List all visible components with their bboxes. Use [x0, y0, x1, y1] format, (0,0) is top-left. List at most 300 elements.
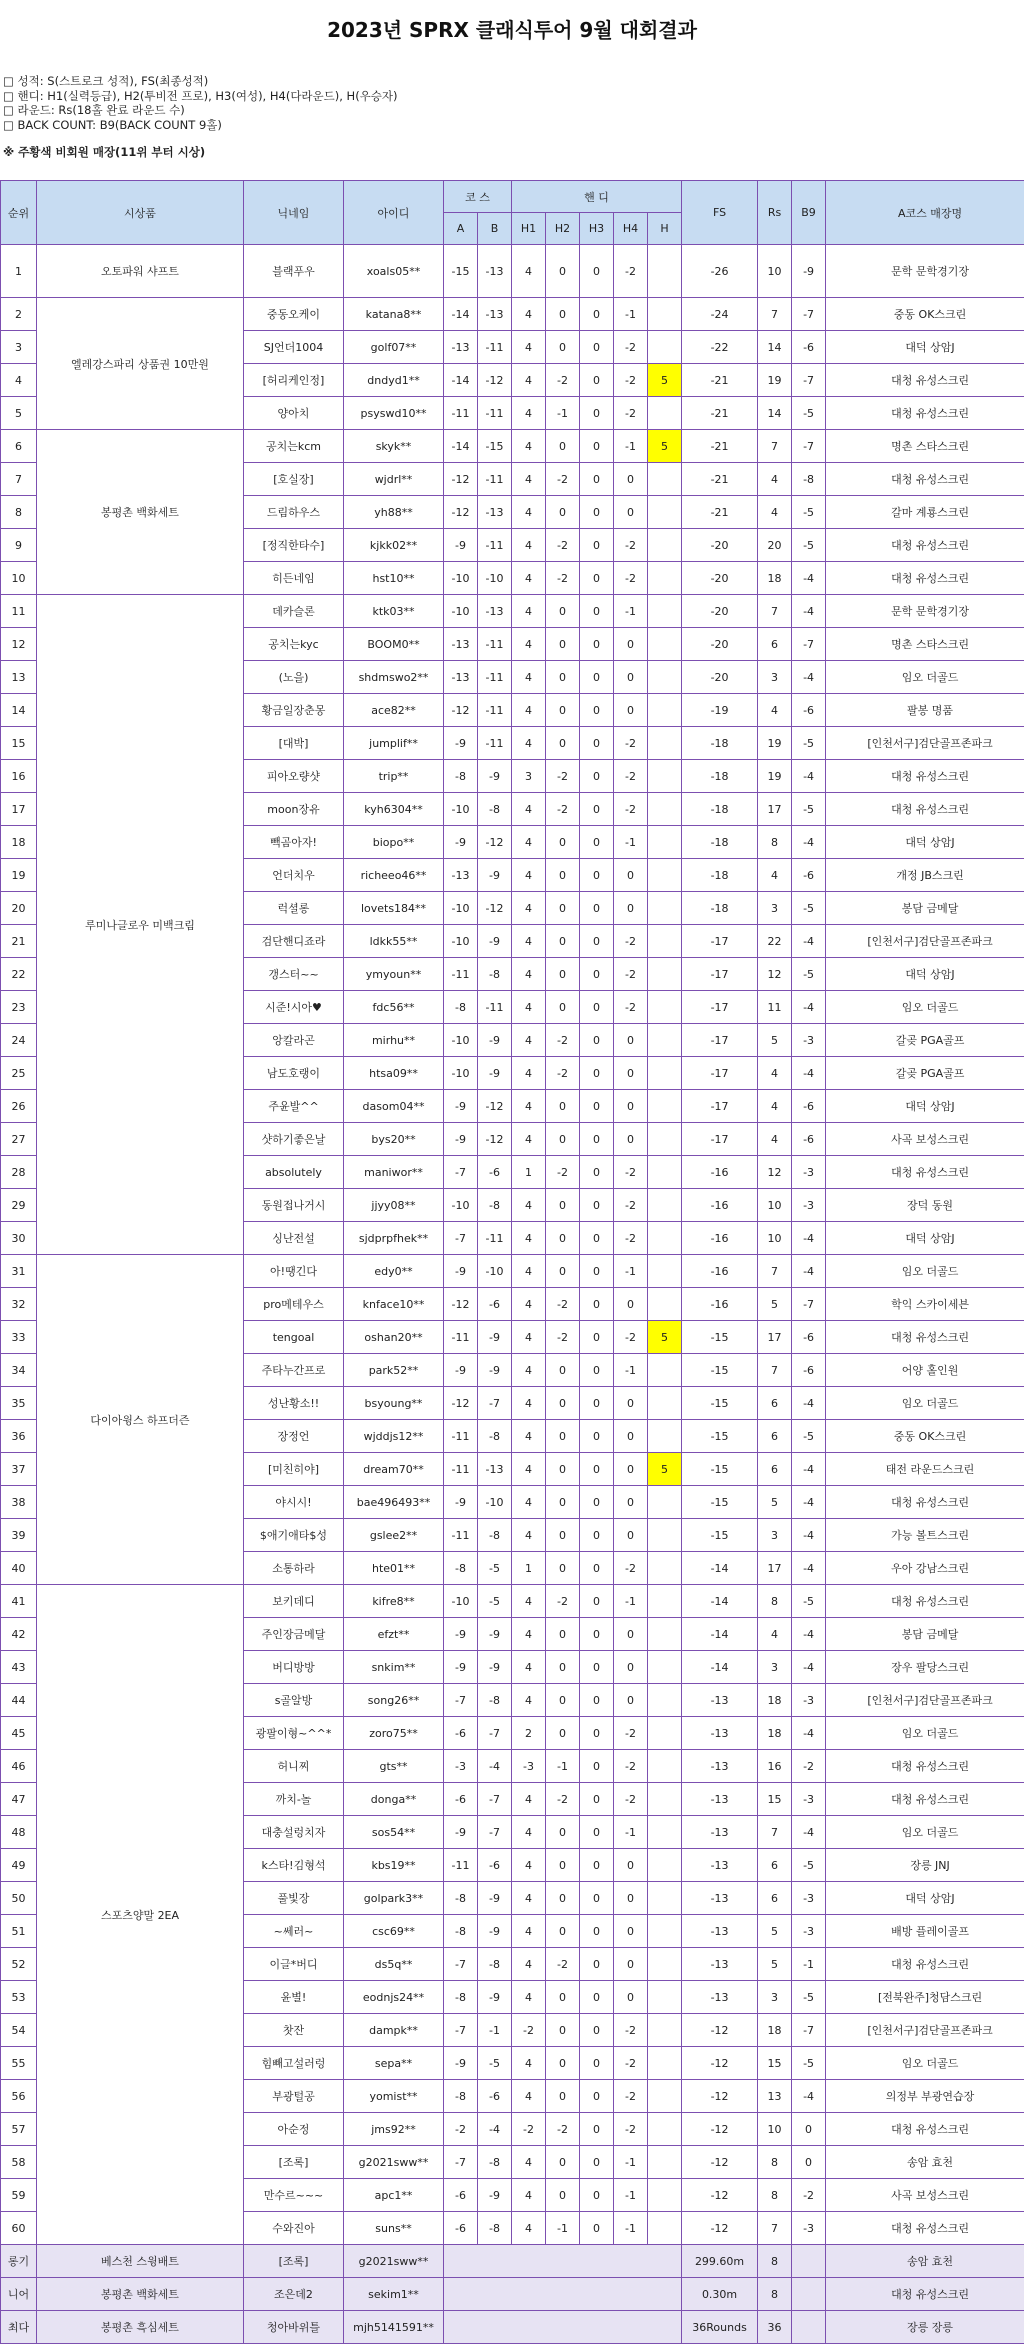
cell-fs: -13 [682, 1948, 758, 1981]
cell-store: [인천서구]검단골프존파크 [826, 727, 1024, 760]
cell-h [648, 1618, 682, 1651]
cell-id: ace82** [344, 694, 444, 727]
header-handi: 핸 디 [512, 181, 682, 213]
cell-b: -12 [478, 826, 512, 859]
cell-h3: 0 [580, 2146, 614, 2179]
cell-fs: -18 [682, 760, 758, 793]
cell-b9: -6 [792, 859, 826, 892]
cell-fs: -15 [682, 1321, 758, 1354]
cell-h2: 0 [546, 892, 580, 925]
cell-rank: 40 [1, 1552, 37, 1585]
cell-h4: -1 [614, 2179, 648, 2212]
cell-store: 의정부 부광연습장 [826, 2080, 1024, 2113]
cell-id: csc69** [344, 1915, 444, 1948]
cell-store: 문학 문학경기장 [826, 595, 1024, 628]
cell-a: -9 [444, 1255, 478, 1288]
cell-a: -11 [444, 958, 478, 991]
cell-store: 장우 팔당스크린 [826, 1651, 1024, 1684]
cell-h2: 0 [546, 1090, 580, 1123]
cell-rs: 6 [758, 1387, 792, 1420]
cell-b: -4 [478, 2113, 512, 2146]
cell-b9: -6 [792, 1090, 826, 1123]
cell-h3: 0 [580, 430, 614, 463]
cell-h4: -2 [614, 991, 648, 1024]
special-fs: 0.30m [682, 2278, 758, 2311]
cell-fs: -15 [682, 1519, 758, 1552]
cell-rs: 17 [758, 1552, 792, 1585]
cell-h2: 0 [546, 1123, 580, 1156]
cell-rank: 1 [1, 245, 37, 298]
cell-rank: 53 [1, 1981, 37, 2014]
cell-a: -6 [444, 1717, 478, 1750]
cell-b9: -4 [792, 1519, 826, 1552]
cell-id: zoro75** [344, 1717, 444, 1750]
cell-a: -6 [444, 1783, 478, 1816]
cell-a: -14 [444, 298, 478, 331]
cell-id: ds5q** [344, 1948, 444, 1981]
cell-h [648, 245, 682, 298]
cell-rank: 26 [1, 1090, 37, 1123]
cell-b: -9 [478, 859, 512, 892]
cell-id: jjyy08** [344, 1189, 444, 1222]
cell-h2: 0 [546, 331, 580, 364]
cell-h1: 4 [512, 1189, 546, 1222]
cell-h2: -2 [546, 2113, 580, 2146]
cell-h3: 0 [580, 1024, 614, 1057]
special-empty [792, 2245, 826, 2278]
cell-a: -8 [444, 1981, 478, 2014]
cell-b: -8 [478, 1189, 512, 1222]
cell-store: 장덕 동원 [826, 1189, 1024, 1222]
cell-h [648, 628, 682, 661]
header-nickname: 닉네임 [244, 181, 344, 245]
header-b9: B9 [792, 181, 826, 245]
cell-id: trip** [344, 760, 444, 793]
cell-rank: 41 [1, 1585, 37, 1618]
cell-nick: (노을) [244, 661, 344, 694]
cell-fs: -15 [682, 1486, 758, 1519]
cell-fs: -12 [682, 2014, 758, 2047]
cell-h4: 0 [614, 1420, 648, 1453]
cell-id: BOOM0** [344, 628, 444, 661]
cell-b: -11 [478, 397, 512, 430]
cell-nick: 빽곰아자! [244, 826, 344, 859]
special-rs: 36 [758, 2311, 792, 2344]
special-id: mjh5141591** [344, 2311, 444, 2344]
cell-h3: 0 [580, 529, 614, 562]
cell-fs: -17 [682, 1024, 758, 1057]
cell-store: [인천서구]검단골프존파크 [826, 925, 1024, 958]
cell-fs: -18 [682, 727, 758, 760]
cell-h4: -2 [614, 1750, 648, 1783]
cell-h4: 0 [614, 1882, 648, 1915]
cell-nick: 샷하기좋은날 [244, 1123, 344, 1156]
cell-b9: -5 [792, 958, 826, 991]
cell-rs: 3 [758, 661, 792, 694]
cell-b: -8 [478, 793, 512, 826]
cell-id: yomist** [344, 2080, 444, 2113]
cell-h [648, 562, 682, 595]
cell-rs: 8 [758, 826, 792, 859]
cell-rs: 4 [758, 859, 792, 892]
cell-b: -11 [478, 529, 512, 562]
cell-b: -9 [478, 1651, 512, 1684]
cell-h4: -1 [614, 595, 648, 628]
cell-h [648, 694, 682, 727]
cell-a: -8 [444, 760, 478, 793]
cell-id: golf07** [344, 331, 444, 364]
cell-rs: 10 [758, 245, 792, 298]
cell-h4: -1 [614, 1816, 648, 1849]
cell-id: kbs19** [344, 1849, 444, 1882]
cell-store: 대덕 상암J [826, 331, 1024, 364]
cell-rank: 34 [1, 1354, 37, 1387]
cell-b9: -7 [792, 430, 826, 463]
cell-h3: 0 [580, 2179, 614, 2212]
table-row [1, 1585, 1024, 1618]
cell-id: bsyoung** [344, 1387, 444, 1420]
cell-h2: -2 [546, 1156, 580, 1189]
cell-rank: 21 [1, 925, 37, 958]
cell-b9: -5 [792, 529, 826, 562]
cell-h [648, 1585, 682, 1618]
cell-store: 봉담 금메달 [826, 1618, 1024, 1651]
cell-rank: 16 [1, 760, 37, 793]
cell-a: -11 [444, 1321, 478, 1354]
cell-h [648, 397, 682, 430]
cell-nick: 장정언 [244, 1420, 344, 1453]
cell-store: 가능 볼트스크린 [826, 1519, 1024, 1552]
cell-store: 우아 강남스크린 [826, 1552, 1024, 1585]
cell-h1: 4 [512, 1981, 546, 2014]
cell-h1: 4 [512, 1057, 546, 1090]
cell-h3: 0 [580, 2047, 614, 2080]
cell-h3: 0 [580, 298, 614, 331]
cell-nick: 야시시! [244, 1486, 344, 1519]
cell-h3: 0 [580, 496, 614, 529]
cell-b9: -5 [792, 727, 826, 760]
cell-id: donga** [344, 1783, 444, 1816]
cell-h4: 0 [614, 1090, 648, 1123]
cell-fs: -13 [682, 1981, 758, 2014]
cell-h [648, 958, 682, 991]
cell-rank: 51 [1, 1915, 37, 1948]
cell-h3: 0 [580, 1387, 614, 1420]
cell-h1: 4 [512, 1387, 546, 1420]
cell-fs: -14 [682, 1618, 758, 1651]
cell-nick: 버디방방 [244, 1651, 344, 1684]
cell-h1: 3 [512, 760, 546, 793]
cell-b: -11 [478, 463, 512, 496]
cell-h3: 0 [580, 694, 614, 727]
cell-fs: -13 [682, 1816, 758, 1849]
cell-id: xoals05** [344, 245, 444, 298]
cell-h4: 0 [614, 694, 648, 727]
cell-h2: 0 [546, 727, 580, 760]
cell-fs: -24 [682, 298, 758, 331]
cell-id: suns** [344, 2212, 444, 2245]
cell-b9: -1 [792, 1948, 826, 1981]
cell-h3: 0 [580, 1651, 614, 1684]
cell-h [648, 1816, 682, 1849]
cell-h [648, 1915, 682, 1948]
cell-h3: 0 [580, 892, 614, 925]
cell-b9: -2 [792, 2179, 826, 2212]
cell-h [648, 1519, 682, 1552]
cell-h4: -2 [614, 760, 648, 793]
table-row [1, 245, 1024, 298]
cell-h2: 0 [546, 925, 580, 958]
cell-b9: -5 [792, 2047, 826, 2080]
cell-rs: 4 [758, 1618, 792, 1651]
cell-id: biopo** [344, 826, 444, 859]
cell-b: -7 [478, 1387, 512, 1420]
cell-h1: -2 [512, 2113, 546, 2146]
cell-h2: 0 [546, 1255, 580, 1288]
cell-h2: 0 [546, 2080, 580, 2113]
cell-h [648, 1420, 682, 1453]
cell-h2: 0 [546, 1189, 580, 1222]
cell-id: edy0** [344, 1255, 444, 1288]
cell-h2: 0 [546, 2047, 580, 2080]
cell-store: 학익 스카이세븐 [826, 1288, 1024, 1321]
cell-h1: 2 [512, 1717, 546, 1750]
cell-h4: -1 [614, 1255, 648, 1288]
cell-store: 문학 문학경기장 [826, 245, 1024, 298]
cell-store: 배방 플레이골프 [826, 1915, 1024, 1948]
cell-h4: 0 [614, 1915, 648, 1948]
cell-h4: 0 [614, 1948, 648, 1981]
cell-b9: -4 [792, 595, 826, 628]
cell-b9: -8 [792, 463, 826, 496]
cell-h4: -2 [614, 925, 648, 958]
cell-nick: 찻잔 [244, 2014, 344, 2047]
cell-rank: 44 [1, 1684, 37, 1717]
header-fs: FS [682, 181, 758, 245]
cell-h1: 4 [512, 661, 546, 694]
cell-b9: -7 [792, 2014, 826, 2047]
cell-store: 임오 더골드 [826, 1717, 1024, 1750]
cell-a: -7 [444, 1948, 478, 1981]
cell-h4: -2 [614, 331, 648, 364]
cell-h3: 0 [580, 1684, 614, 1717]
cell-a: -9 [444, 1354, 478, 1387]
cell-h4: -2 [614, 1552, 648, 1585]
cell-nick: [호실장] [244, 463, 344, 496]
cell-a: -8 [444, 991, 478, 1024]
cell-rs: 10 [758, 1222, 792, 1255]
cell-b: -7 [478, 1816, 512, 1849]
cell-a: -8 [444, 1552, 478, 1585]
cell-fs: -18 [682, 826, 758, 859]
table-row [1, 430, 1024, 463]
cell-h [648, 1255, 682, 1288]
cell-a: -8 [444, 2080, 478, 2113]
cell-nick: s골알방 [244, 1684, 344, 1717]
cell-h4: -2 [614, 529, 648, 562]
cell-a: -6 [444, 2179, 478, 2212]
cell-fs: -14 [682, 1651, 758, 1684]
cell-h [648, 1189, 682, 1222]
cell-rs: 18 [758, 1717, 792, 1750]
cell-rs: 5 [758, 1486, 792, 1519]
cell-h2: 0 [546, 991, 580, 1024]
cell-store: 대청 유성스크린 [826, 1321, 1024, 1354]
cell-store: [인천서구]검단골프존파크 [826, 2014, 1024, 2047]
cell-h3: 0 [580, 562, 614, 595]
cell-h3: 0 [580, 991, 614, 1024]
cell-h4: 0 [614, 892, 648, 925]
cell-a: -11 [444, 1453, 478, 1486]
cell-id: apc1** [344, 2179, 444, 2212]
cell-b: -8 [478, 958, 512, 991]
cell-id: wjddjs12** [344, 1420, 444, 1453]
cell-a: -14 [444, 364, 478, 397]
cell-id: ktk03** [344, 595, 444, 628]
cell-id: richeeo46** [344, 859, 444, 892]
cell-b: -9 [478, 1354, 512, 1387]
special-empty [792, 2278, 826, 2311]
cell-nick: 대충설렁치자 [244, 1816, 344, 1849]
cell-h: 5 [648, 364, 682, 397]
cell-nick: 언더치우 [244, 859, 344, 892]
cell-h3: 0 [580, 1552, 614, 1585]
cell-a: -9 [444, 1816, 478, 1849]
cell-store: 봉담 금메달 [826, 892, 1024, 925]
cell-b9: -7 [792, 298, 826, 331]
cell-store: 팔봉 명품 [826, 694, 1024, 727]
cell-rank: 2 [1, 298, 37, 331]
cell-h4: -2 [614, 562, 648, 595]
cell-b: -10 [478, 562, 512, 595]
cell-id: song26** [344, 1684, 444, 1717]
cell-h3: 0 [580, 463, 614, 496]
cell-a: -9 [444, 727, 478, 760]
cell-h4: 0 [614, 463, 648, 496]
cell-a: -9 [444, 826, 478, 859]
cell-h3: 0 [580, 1255, 614, 1288]
cell-b9: -3 [792, 1783, 826, 1816]
cell-a: -3 [444, 1750, 478, 1783]
cell-h2: -1 [546, 397, 580, 430]
cell-rank: 47 [1, 1783, 37, 1816]
cell-b: -12 [478, 892, 512, 925]
cell-id: dasom04** [344, 1090, 444, 1123]
cell-h1: 4 [512, 562, 546, 595]
special-rs: 8 [758, 2245, 792, 2278]
cell-b: -10 [478, 1255, 512, 1288]
cell-h3: 0 [580, 1222, 614, 1255]
table-row [1, 1255, 1024, 1288]
cell-a: -12 [444, 1288, 478, 1321]
cell-store: 대청 유성스크린 [826, 793, 1024, 826]
cell-rs: 20 [758, 529, 792, 562]
cell-b9: -4 [792, 826, 826, 859]
cell-id: sos54** [344, 1816, 444, 1849]
cell-h4: -2 [614, 1321, 648, 1354]
cell-h3: 0 [580, 1321, 614, 1354]
cell-nick: [조록] [244, 2146, 344, 2179]
cell-h4: -2 [614, 793, 648, 826]
cell-id: kyh6304** [344, 793, 444, 826]
cell-nick: 검단핸디죠라 [244, 925, 344, 958]
cell-h1: 4 [512, 1288, 546, 1321]
cell-nick: 피아오량샷 [244, 760, 344, 793]
cell-fs: -16 [682, 1255, 758, 1288]
cell-nick: 블랙푸우 [244, 245, 344, 298]
special-empty [444, 2278, 682, 2311]
cell-store: 임오 더골드 [826, 1387, 1024, 1420]
legend-rounds: □ 라운드: Rs(18홀 완료 라운드 수) [3, 103, 185, 117]
cell-store: 송암 효천 [826, 2146, 1024, 2179]
legend-handicap: □ 핸디: H1(실력등급), H2(투비전 프로), H3(여성), H4(다라운드), H(우승자) [3, 88, 398, 103]
cell-rs: 6 [758, 1882, 792, 1915]
cell-a: -7 [444, 1684, 478, 1717]
cell-h1: 4 [512, 1255, 546, 1288]
cell-rank: 31 [1, 1255, 37, 1288]
cell-fs: -18 [682, 793, 758, 826]
special-empty [444, 2311, 682, 2344]
cell-h2: 0 [546, 496, 580, 529]
cell-h1: 4 [512, 991, 546, 1024]
cell-fs: -26 [682, 245, 758, 298]
header-h2: H2 [546, 213, 580, 245]
cell-fs: -13 [682, 1750, 758, 1783]
cell-fs: -18 [682, 859, 758, 892]
cell-h [648, 793, 682, 826]
special-empty [444, 2245, 682, 2278]
cell-rs: 3 [758, 1519, 792, 1552]
cell-rs: 4 [758, 694, 792, 727]
cell-h1: 4 [512, 958, 546, 991]
cell-h1: 4 [512, 1321, 546, 1354]
header-course: 코 스 [444, 181, 512, 213]
cell-fs: -15 [682, 1387, 758, 1420]
cell-h [648, 1288, 682, 1321]
cell-store: [전북완주]청담스크린 [826, 1981, 1024, 2014]
cell-rs: 5 [758, 1948, 792, 1981]
cell-h4: -2 [614, 2113, 648, 2146]
cell-rs: 6 [758, 1420, 792, 1453]
cell-store: 대청 유성스크린 [826, 1783, 1024, 1816]
cell-nick: 황금일장춘몽 [244, 694, 344, 727]
cell-b: -9 [478, 1057, 512, 1090]
cell-b: -13 [478, 595, 512, 628]
cell-id: hst10** [344, 562, 444, 595]
cell-rs: 7 [758, 2212, 792, 2245]
cell-nick: 성난황소!! [244, 1387, 344, 1420]
cell-h4: -2 [614, 958, 648, 991]
cell-rank: 20 [1, 892, 37, 925]
cell-fs: -13 [682, 1849, 758, 1882]
cell-b: -6 [478, 1288, 512, 1321]
cell-h3: 0 [580, 1981, 614, 2014]
cell-b9: -3 [792, 1684, 826, 1717]
cell-a: -10 [444, 793, 478, 826]
cell-h4: 0 [614, 496, 648, 529]
cell-fs: -12 [682, 2113, 758, 2146]
cell-nick: 공치는kcm [244, 430, 344, 463]
cell-h3: 0 [580, 1420, 614, 1453]
cell-h3: 0 [580, 1948, 614, 1981]
cell-nick: 시준!시아♥ [244, 991, 344, 1024]
cell-nick: [정직한타수] [244, 529, 344, 562]
cell-store: 대청 유성스크린 [826, 1486, 1024, 1519]
cell-rank: 19 [1, 859, 37, 892]
cell-a: -13 [444, 331, 478, 364]
cell-h [648, 2080, 682, 2113]
cell-store: 대청 유성스크린 [826, 463, 1024, 496]
